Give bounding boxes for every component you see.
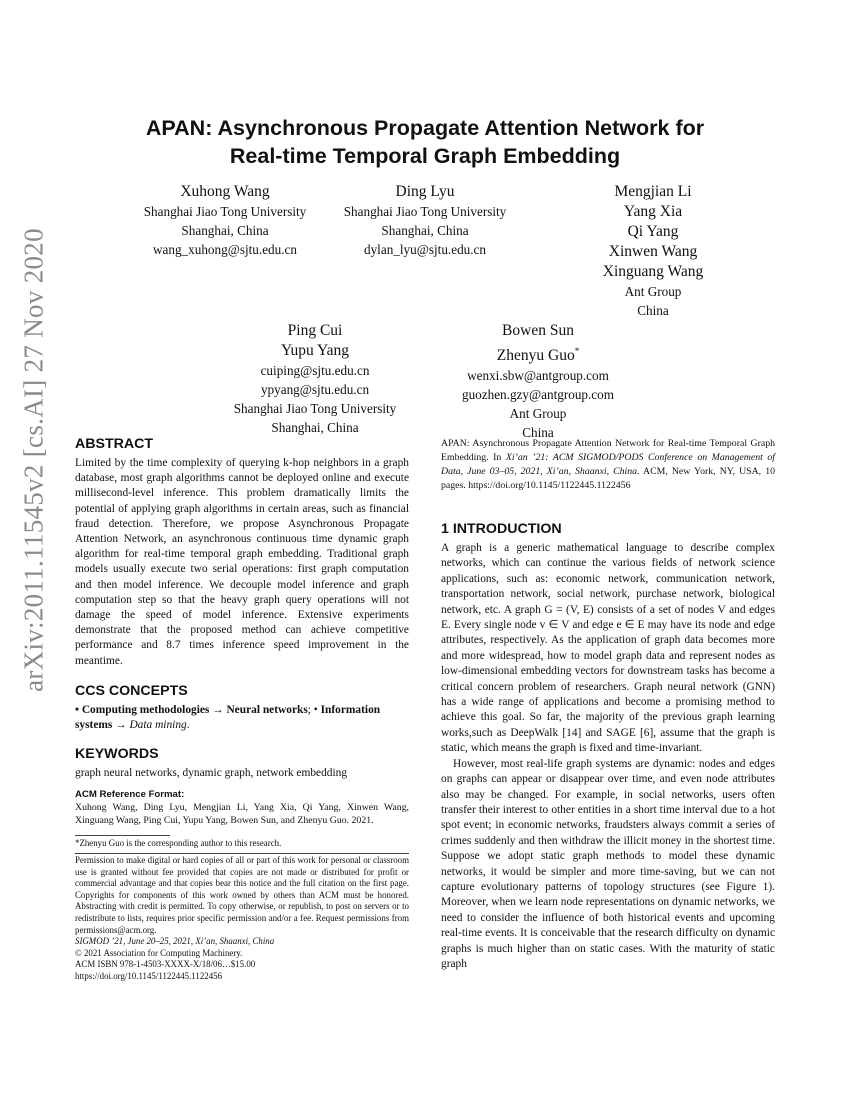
ccs-heading: CCS CONCEPTS: [75, 682, 188, 699]
permission-text: Permission to make digital or hard copies of all or part of this work for personal or classroom use is granted without fee provided that copies are not made or distributed for profit or commercial advantage and that copies bear this notice and the full citation on the first page. Copyrights for components of this work owned by others than ACM must be honored. Abstracting with credit is permitted. To copy otherwise, or republish, to post on servers or to redistribute to lists, requires prior specific permission and/or a fee. Request permissions from permissions@acm.org.: [75, 855, 409, 935]
corresponding-mark: *: [574, 346, 580, 356]
arxiv-stamp: [18, 228, 49, 692]
author-name: Yang Xia: [623, 203, 683, 220]
ccs-arrow: →: [209, 703, 227, 716]
ccs-end: .: [186, 719, 190, 732]
author-email: wenxi.sbw@antgroup.com: [467, 368, 609, 384]
author-name-corresponding: [418, 341, 658, 366]
permission-copyright: © 2021 Association for Computing Machinery.: [75, 947, 243, 958]
ccs-concept-3: Information systems: [75, 703, 381, 732]
acm-ref-cont-a: APAN: Asynchronous Propagate Attention Network for Real-time Temporal Graph Embedding. In: [441, 438, 775, 463]
introduction-paragraph-2: However, most real-life graph systems are dynamic: nodes and edges on graphs can appear or disappear over time, and even node attributes also may be changed. For example, in social networks, users often transfer their interest to other entities in a short time interval due to a hot spot event; in economic networks, fraudsters always commit a series of crimes suddenly and then withdraw the illicit money in the shortest time. Suppose we adopt static graph methods to model these dynamic networks, it would be simpler and more time-saving, but we can not capture evolutionary patterns of topology structures (see Figure 1). Moreover, when we learn node representations on dynamic networks, we need to consider the influence of both historical events and upcoming real-time events. It is conceivable that the research difficulty on dynamic graphs is much higher than on static cases. With the maturity of static graph: [441, 757, 775, 970]
author-affiliation: Shanghai Jiao Tong University: [343, 204, 507, 219]
keywords-heading: KEYWORDS: [75, 746, 159, 763]
author-email: guozhen.gzy@antgroup.com: [461, 387, 615, 403]
author-email: ypyang@sjtu.edu.cn: [260, 382, 370, 397]
left-column: [75, 436, 409, 827]
introduction-heading: 1 INTRODUCTION: [441, 521, 562, 537]
title-line-2: Real-time Temporal Graph Embedding: [229, 144, 621, 168]
abstract-heading: ABSTRACT: [75, 436, 154, 452]
paper-title: [95, 114, 755, 170]
permission-isbn: ACM ISBN 978-1-4503-XXXX-X/18/06…$15.00: [75, 959, 256, 970]
author-email: dylan_lyu@sjtu.edu.cn: [363, 242, 487, 257]
right-column: [441, 437, 775, 972]
author-name: Qi Yang: [627, 223, 679, 240]
author-affiliation: Ant Group: [509, 406, 567, 422]
acm-reference-text: Xuhong Wang, Ding Lyu, Mengjian Li, Yang Xia, Qi Yang, Xinwen Wang, Xinguang Wang, Ping Cui, Yupu Yang, Bowen Sun, and Zhenyu Guo. 2021.: [75, 802, 409, 827]
arxiv-stamp-text: arXiv:2011.11545v2 [cs.AI] 27 Nov 2020: [18, 228, 49, 692]
author-location: Shanghai, China: [381, 223, 469, 238]
author-name: Xuhong Wang: [180, 183, 270, 200]
ccs-concept-1: • Computing methodologies: [75, 703, 210, 716]
author-affiliation: Ant Group: [624, 284, 682, 299]
author-block-lyu: [300, 182, 550, 259]
author-location: Shanghai, China: [181, 223, 269, 238]
author-location: China: [522, 425, 554, 441]
author-name: Xinguang Wang: [602, 263, 704, 280]
author-name: Yupu Yang: [280, 342, 350, 359]
keywords-text: graph neural networks, dynamic graph, network embedding: [75, 767, 348, 780]
author-location: Shanghai, China: [271, 420, 359, 435]
author-affiliation: Shanghai Jiao Tong University: [233, 401, 397, 416]
author-name: Mengjian Li: [614, 183, 692, 200]
author-affiliation: Shanghai Jiao Tong University: [143, 204, 307, 219]
ccs-arrow: →: [112, 719, 130, 732]
author-block-ant: [553, 182, 753, 320]
ccs-concept-2: Neural networks: [226, 703, 308, 716]
permission-block: [75, 855, 409, 983]
acm-ref-cont-b: . ACM, New York, NY, USA, 10 pages. https://doi.org/10.1145/1122445.1122456: [441, 466, 775, 491]
ccs-concept-4: Data mining: [129, 719, 187, 732]
acm-ref-venue: Xi’an ’21: ACM SIGMOD/PODS Conference on Management of Data, June 03–05, 2021, Xi’an, Shaanxi, China: [441, 452, 775, 477]
author-email: wang_xuhong@sjtu.edu.cn: [152, 242, 297, 257]
author-block-cui: [190, 321, 440, 437]
title-line-1: APAN: Asynchronous Propagate Attention Network for: [145, 116, 705, 140]
author-name: Xinwen Wang: [608, 243, 698, 260]
author-email: cuiping@sjtu.edu.cn: [260, 363, 370, 378]
permission-rule: [75, 853, 409, 854]
acm-reference-heading: ACM Reference Format:: [75, 789, 185, 801]
author-block-sun: [418, 321, 658, 442]
abstract-text: Limited by the time complexity of querying k-hop neighbors in a graph database, most graph algorithms cannot be deployed online and execute millisecond-level inference. This problem dramatically limits the potential of applying graph algorithms in certain areas, such as financial fraud detection. Therefore, we propose Asynchronous Propagate Attention Network, an asynchronous continuous time dynamic graph algorithm for real-time temporal graph embedding. Traditional graph models usually execute two serial operations: first graph computation and then model inference. We decouple model inference and graph computation step so that the heavy graph query operations will not damage the speed of model inference. Extensive experiments demonstrate that the proposed method can achieve competitive performance and 8.7 times inference speed improvement in the meantime.: [75, 457, 409, 667]
permission-doi: https://doi.org/10.1145/1122445.1122456: [75, 970, 223, 981]
author-name: Ding Lyu: [395, 183, 455, 200]
author-name: Zhenyu Guo: [496, 347, 575, 365]
ccs-concepts: [75, 703, 409, 733]
acm-reference-continuation: [441, 437, 775, 493]
ccs-separator: ; •: [307, 703, 321, 716]
author-location: China: [637, 303, 669, 318]
footnote-rule: [75, 835, 170, 836]
author-name: Ping Cui: [287, 322, 343, 339]
permission-conference: SIGMOD ’21, June 20–25, 2021, Xi’an, Shaanxi, China: [75, 936, 275, 947]
author-name: Bowen Sun: [502, 322, 574, 339]
introduction-paragraph-1: A graph is a generic mathematical language to describe complex networks, which can continue the various fields of network science applications, such as: economic network, communication network, transportation network, social network, purchase network, biological network, etc. A graph G = (V, E) consists of a set of nodes V and edges E. Every single node v ∈ V and edge e ∈ E may have its node and edge attributes, respectively. As the application of graph data becomes more and more widespread, how to model graph data and represent nodes as low-dimensional embedding vectors for downstream tasks has become a critical concern problem of researchers. Graph neural network (GNN) has a wide range of applications and become a promising method to achieve this goal. So far, the majority of the previous graph learning works,such as DeepWalk [14] and SAGE [6], assume that the graph is static, which means the graph is fixed and time-invariant.: [441, 542, 775, 755]
footnote: *Zhenyu Guo is the corresponding author to this research.: [75, 838, 282, 848]
